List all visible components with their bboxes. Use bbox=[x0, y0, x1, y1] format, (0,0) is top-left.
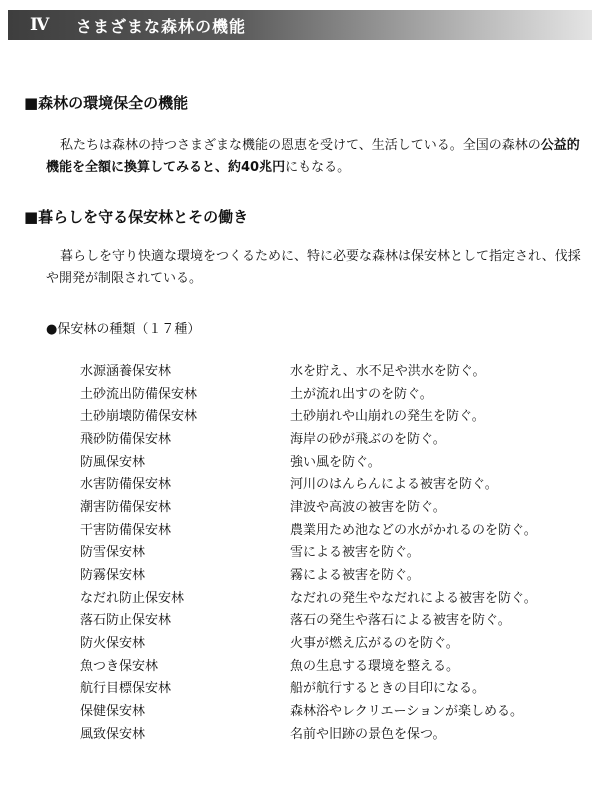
forest-type-description: 雪による被害を防ぐ。 bbox=[290, 545, 420, 561]
forest-type-description: なだれの発生やなだれによる被害を防ぐ。 bbox=[290, 590, 537, 606]
forest-type-name: 潮害防備保安林 bbox=[80, 499, 172, 515]
list-item bbox=[80, 630, 580, 653]
forest-type-description: 水を貯え、水不足や洪水を防ぐ。 bbox=[290, 363, 486, 379]
list-item bbox=[80, 585, 580, 608]
section-heading-protection-forest: ■暮らしを守る保安林とその働き bbox=[24, 208, 249, 226]
forest-type-description: 船が航行するときの目印になる。 bbox=[290, 681, 486, 697]
list-item bbox=[80, 449, 580, 472]
forest-type-name: 水源涵養保安林 bbox=[80, 363, 172, 379]
list-item bbox=[80, 426, 580, 449]
forest-type-description: 農業用ため池などの水がかれるのを防ぐ。 bbox=[290, 522, 537, 538]
forest-type-description: 海岸の砂が飛ぶのを防ぐ。 bbox=[290, 431, 446, 447]
forest-type-description: 火事が燃え広がるのを防ぐ。 bbox=[290, 636, 459, 652]
forest-type-name: 落石防止保安林 bbox=[80, 613, 172, 629]
forest-types-list bbox=[80, 358, 580, 744]
list-item bbox=[80, 653, 580, 676]
forest-type-name: 防雪保安林 bbox=[80, 545, 146, 561]
forest-type-name: 航行目標保安林 bbox=[80, 681, 172, 697]
forest-type-description: 落石の発生や落石による被害を防ぐ。 bbox=[290, 613, 511, 629]
list-item bbox=[80, 676, 580, 699]
list-item bbox=[80, 403, 580, 426]
forest-type-name: 保健保安林 bbox=[80, 704, 146, 720]
forest-type-name: 土砂流出防備保安林 bbox=[80, 386, 198, 402]
chapter-header-bar bbox=[8, 10, 592, 40]
section-body-environment bbox=[46, 135, 584, 179]
forest-type-name: 防風保安林 bbox=[80, 454, 146, 470]
body-text-emphasis: 公益的機能を全額に換算してみると、約40兆円 bbox=[46, 138, 580, 175]
list-item bbox=[80, 721, 580, 744]
body-text-post: にもなる。 bbox=[285, 160, 351, 175]
list-item bbox=[80, 494, 580, 517]
forest-type-name: 防霧保安林 bbox=[80, 568, 146, 584]
list-item bbox=[80, 608, 580, 631]
forest-type-name: なだれ防止保安林 bbox=[80, 590, 185, 606]
list-item bbox=[80, 358, 580, 381]
forest-types-heading: ●保安林の種類（１７種） bbox=[46, 322, 201, 337]
list-item bbox=[80, 698, 580, 721]
forest-type-name: 風致保安林 bbox=[80, 726, 146, 742]
body-text-pre: 私たちは森林の持つさまざまな機能の恩恵を受けて、生活している。全国の森林の bbox=[60, 138, 541, 153]
forest-type-description: 名前や旧跡の景色を保つ。 bbox=[290, 726, 446, 742]
forest-type-description: 河川のはんらんによる被害を防ぐ。 bbox=[290, 477, 498, 493]
list-item bbox=[80, 471, 580, 494]
forest-type-name: 魚つき保安林 bbox=[80, 658, 159, 674]
list-item bbox=[80, 562, 580, 585]
list-item bbox=[80, 540, 580, 563]
list-item bbox=[80, 381, 580, 404]
forest-type-name: 飛砂防備保安林 bbox=[80, 431, 172, 447]
section-heading-environment: ■森林の環境保全の機能 bbox=[24, 94, 189, 112]
forest-type-name: 土砂崩壊防備保安林 bbox=[80, 409, 198, 425]
forest-type-name: 水害防備保安林 bbox=[80, 477, 172, 493]
chapter-number: Ⅳ bbox=[30, 15, 50, 35]
chapter-title: さまざまな森林の機能 bbox=[76, 16, 247, 36]
forest-type-description: 森林浴やレクリエーションが楽しめる。 bbox=[290, 704, 523, 720]
list-item bbox=[80, 517, 580, 540]
forest-type-description: 土砂崩れや山崩れの発生を防ぐ。 bbox=[290, 409, 485, 425]
forest-type-name: 防火保安林 bbox=[80, 636, 146, 652]
forest-type-description: 土が流れ出すのを防ぐ。 bbox=[290, 386, 433, 402]
forest-type-description: 津波や高波の被害を防ぐ。 bbox=[290, 499, 446, 515]
forest-type-description: 霧による被害を防ぐ。 bbox=[290, 568, 420, 584]
forest-type-description: 強い風を防ぐ。 bbox=[290, 454, 381, 470]
forest-type-name: 干害防備保安林 bbox=[80, 522, 172, 538]
section-body-protection-forest: 暮らしを守り快適な環境をつくるために、特に必要な森林は保安林として指定され、伐採や開発が制限されている。 bbox=[46, 249, 581, 286]
forest-type-description: 魚の生息する環境を整える。 bbox=[290, 658, 460, 674]
